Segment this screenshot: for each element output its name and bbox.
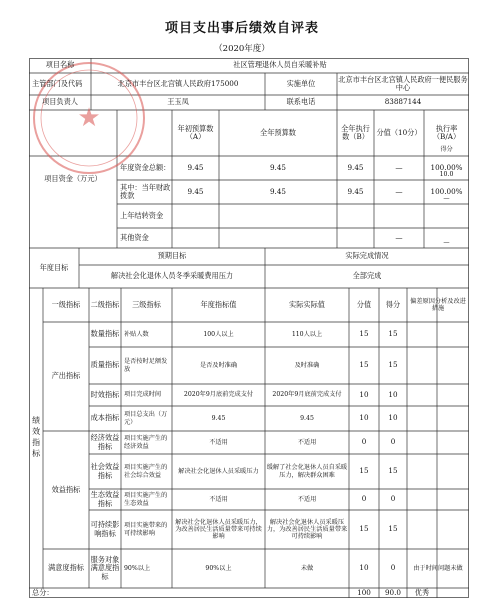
ind-row-actual: 缓解了社会化退休人员自采暖压力，解决群众困难 bbox=[266, 464, 348, 479]
funds-row-initial: 9.45 bbox=[187, 162, 204, 172]
funds-row-initial: 9.45 bbox=[187, 186, 204, 196]
ind-row-points: 15 bbox=[388, 466, 398, 476]
ind-row-reason bbox=[407, 347, 469, 384]
dept-label: 主管部门及代码 bbox=[32, 78, 83, 88]
funds-row-score: — bbox=[395, 232, 403, 242]
ind-header-actual: 实际实际值 bbox=[289, 299, 325, 309]
group-benefit: 效益指标 bbox=[51, 484, 81, 494]
ind-header-target: 年度指标值 bbox=[200, 299, 237, 309]
ind-row-reason bbox=[407, 489, 469, 510]
ind-row-l3: 项目实施产生的经济效益 bbox=[124, 435, 168, 450]
funds-header-score: 分值（10分） bbox=[376, 127, 422, 137]
ind-row-target: 100人以上 bbox=[203, 330, 234, 338]
funds-row-score: — bbox=[395, 186, 403, 196]
ind-row-points: 10 bbox=[388, 413, 398, 423]
goals-actual-label: 实际完成情况 bbox=[345, 251, 389, 261]
self-evaluation-table bbox=[29, 58, 469, 598]
ind-row-l2: 服务对象满意度指标 bbox=[90, 555, 120, 581]
ind-row-actual: 及时准确 bbox=[294, 361, 320, 369]
total-grade: 优秀 bbox=[414, 588, 430, 597]
ind-row-score: 10 bbox=[359, 413, 369, 423]
funds-row-points: 10.0 bbox=[439, 171, 454, 179]
ind-header-score: 分值 bbox=[356, 299, 372, 309]
funds-row-score: — bbox=[395, 162, 403, 172]
ind-row-l3: 项目实施产生的社会综合效益 bbox=[124, 464, 168, 479]
ind-row-reason bbox=[407, 431, 469, 454]
funds-header-rate: 执行率（B/A） bbox=[432, 123, 461, 141]
funds-header-full: 全年预算数 bbox=[260, 127, 296, 137]
ind-row-l3: 是否按时足额发放 bbox=[124, 358, 168, 373]
phone-label: 联系电话 bbox=[286, 97, 316, 107]
ind-row-l3: 项目实施产生的生态效益 bbox=[124, 492, 168, 507]
funds-row-label: 其他资金 bbox=[120, 232, 149, 242]
ind-row-points: 15 bbox=[388, 524, 398, 534]
ind-row-points: 0 bbox=[390, 437, 396, 447]
ind-row-reason bbox=[407, 322, 469, 347]
ind-row-target: 90%以上 bbox=[205, 564, 232, 572]
project-name-label: 项目名称 bbox=[45, 60, 75, 70]
ind-row-l3: 90%以上 bbox=[124, 564, 151, 572]
dept-value: 北京市丰台区北宫镇人民政府175000 bbox=[117, 78, 239, 88]
ind-row-l2: 质量指标 bbox=[90, 360, 120, 370]
page-title: 项目支出事后绩效自评表 bbox=[164, 21, 319, 36]
ind-row-reason bbox=[407, 384, 469, 406]
funds-row-full: 9.45 bbox=[269, 162, 286, 172]
funds-row-label: 年度资金总额： bbox=[120, 162, 171, 172]
ind-row-target: 9.45 bbox=[211, 414, 226, 422]
ind-row-target: 是否及时准确 bbox=[199, 361, 238, 369]
ind-header-l1: 一级指标 bbox=[51, 299, 81, 309]
funds-row-full: 9.45 bbox=[269, 186, 286, 196]
funds-row-label: 其中：当年财政拨款 bbox=[120, 182, 171, 200]
ind-row-l2: 社会效益指标 bbox=[90, 462, 120, 480]
ind-row-actual: 不适用 bbox=[297, 438, 317, 446]
ind-row-l2: 数量指标 bbox=[90, 329, 120, 339]
goals-actual: 全部完成 bbox=[352, 271, 382, 281]
goals-expected-label: 预期目标 bbox=[157, 251, 187, 261]
phone-value: 83887144 bbox=[384, 97, 422, 107]
owner-value: 王玉凤 bbox=[167, 97, 189, 107]
ind-row-l2: 时效指标 bbox=[90, 389, 120, 399]
ind-row-score: 10 bbox=[359, 389, 369, 399]
funds-row-exec: 9.45 bbox=[347, 162, 364, 172]
unit-label: 实施单位 bbox=[286, 78, 316, 88]
ind-row-l2: 成本指标 bbox=[90, 413, 120, 423]
ind-row-target: 解决社会化退休人员采暖压力，为改善居民生活质量带来可持续影响 bbox=[175, 518, 262, 541]
funds-row-rate: 100.00% bbox=[430, 162, 463, 172]
indicators-section-label: 绩效指标 bbox=[31, 416, 41, 460]
group-satisfaction: 满意度指标 bbox=[48, 563, 84, 573]
ind-row-points: 15 bbox=[388, 329, 398, 339]
goals-label: 年度目标 bbox=[39, 262, 69, 272]
ind-row-actual: 110人以上 bbox=[291, 330, 323, 338]
funds-label: 项目资金（万元） bbox=[44, 173, 102, 183]
ind-row-actual: 解决社会化退休人员采暖压力，为改善居民生活质量带来可持续影响 bbox=[266, 518, 348, 541]
funds-row-exec: 9.45 bbox=[347, 186, 364, 196]
unit-value: 北京市丰台区北宫镇人民政府一便民服务中心 bbox=[338, 74, 468, 92]
ind-row-target: 不适用 bbox=[209, 495, 228, 503]
ind-row-actual: 2020年9月底前完成支付 bbox=[272, 391, 342, 399]
ind-row-actual: 不适用 bbox=[297, 495, 317, 503]
project-name-value: 社区管理退休人员自采暖补贴 bbox=[233, 60, 327, 70]
funds-row-label: 上年结转资金 bbox=[120, 210, 164, 220]
ind-row-points: 0 bbox=[390, 563, 396, 573]
ind-row-l3: 项目总支出（万元） bbox=[124, 411, 168, 426]
ind-row-score: 15 bbox=[359, 524, 369, 534]
ind-row-score: 15 bbox=[359, 360, 369, 370]
ind-row-l3: 补贴人数 bbox=[124, 330, 149, 338]
ind-row-score: 0 bbox=[361, 494, 367, 504]
ind-row-score: 10 bbox=[359, 563, 369, 573]
owner-label: 项目负责人 bbox=[42, 97, 78, 107]
funds-header-initial: 年初预算数（A） bbox=[177, 123, 214, 141]
svg-text:★: ★ bbox=[77, 103, 101, 133]
ind-row-score: 15 bbox=[359, 329, 369, 339]
ind-header-points: 得分 bbox=[385, 299, 401, 309]
total-points: 90.0 bbox=[384, 588, 401, 597]
ind-row-l3: 项目实施带来的可持续影响 bbox=[124, 522, 168, 537]
ind-row-points: 10 bbox=[388, 389, 398, 399]
group-output: 产出指标 bbox=[51, 371, 81, 381]
ind-row-score: 15 bbox=[359, 466, 369, 476]
goals-expected: 解决社会化退休人员冬季采暖费用压力 bbox=[110, 271, 234, 281]
ind-row-target: 解决社会化退休人员采暖压力 bbox=[178, 467, 259, 475]
ind-row-reason bbox=[407, 510, 469, 549]
ind-row-actual: 9.45 bbox=[300, 414, 314, 422]
ind-row-target: 不适用 bbox=[209, 438, 228, 446]
funds-header-points: 得分 bbox=[440, 146, 453, 154]
ind-row-points: 15 bbox=[388, 360, 398, 370]
ind-row-score: 0 bbox=[361, 437, 367, 447]
ind-row-l2: 经济效益指标 bbox=[90, 433, 120, 451]
total-label: 总分： bbox=[32, 588, 54, 597]
ind-row-target: 2020年9月底前完成支付 bbox=[183, 391, 254, 399]
ind-header-l3: 三级指标 bbox=[132, 299, 161, 309]
ind-row-l2: 生态效益指标 bbox=[90, 490, 120, 508]
funds-header-exec: 全年执行数（B） bbox=[341, 123, 370, 141]
ind-row-reason: 由于时间问题未做 bbox=[413, 564, 463, 572]
total-score: 100 bbox=[357, 588, 371, 597]
ind-row-actual: 未做 bbox=[300, 564, 314, 572]
fiscal-year: （2020年度） bbox=[214, 44, 270, 54]
funds-header-empty bbox=[117, 110, 172, 156]
ind-header-l2: 二级指标 bbox=[90, 299, 120, 309]
funds-row-rate: 100.00% bbox=[430, 186, 463, 196]
ind-row-reason bbox=[407, 454, 469, 489]
ind-row-l3: 项目完成时间 bbox=[124, 391, 162, 399]
funds-row-points: — bbox=[443, 195, 450, 203]
ind-header-reason: 偏差原因分析及改进措施 bbox=[410, 297, 466, 312]
ind-row-l2: 可持续影响指标 bbox=[90, 520, 120, 538]
funds-row-points: — bbox=[443, 239, 450, 247]
ind-row-points: 0 bbox=[390, 494, 396, 504]
ind-row-reason bbox=[407, 406, 469, 431]
